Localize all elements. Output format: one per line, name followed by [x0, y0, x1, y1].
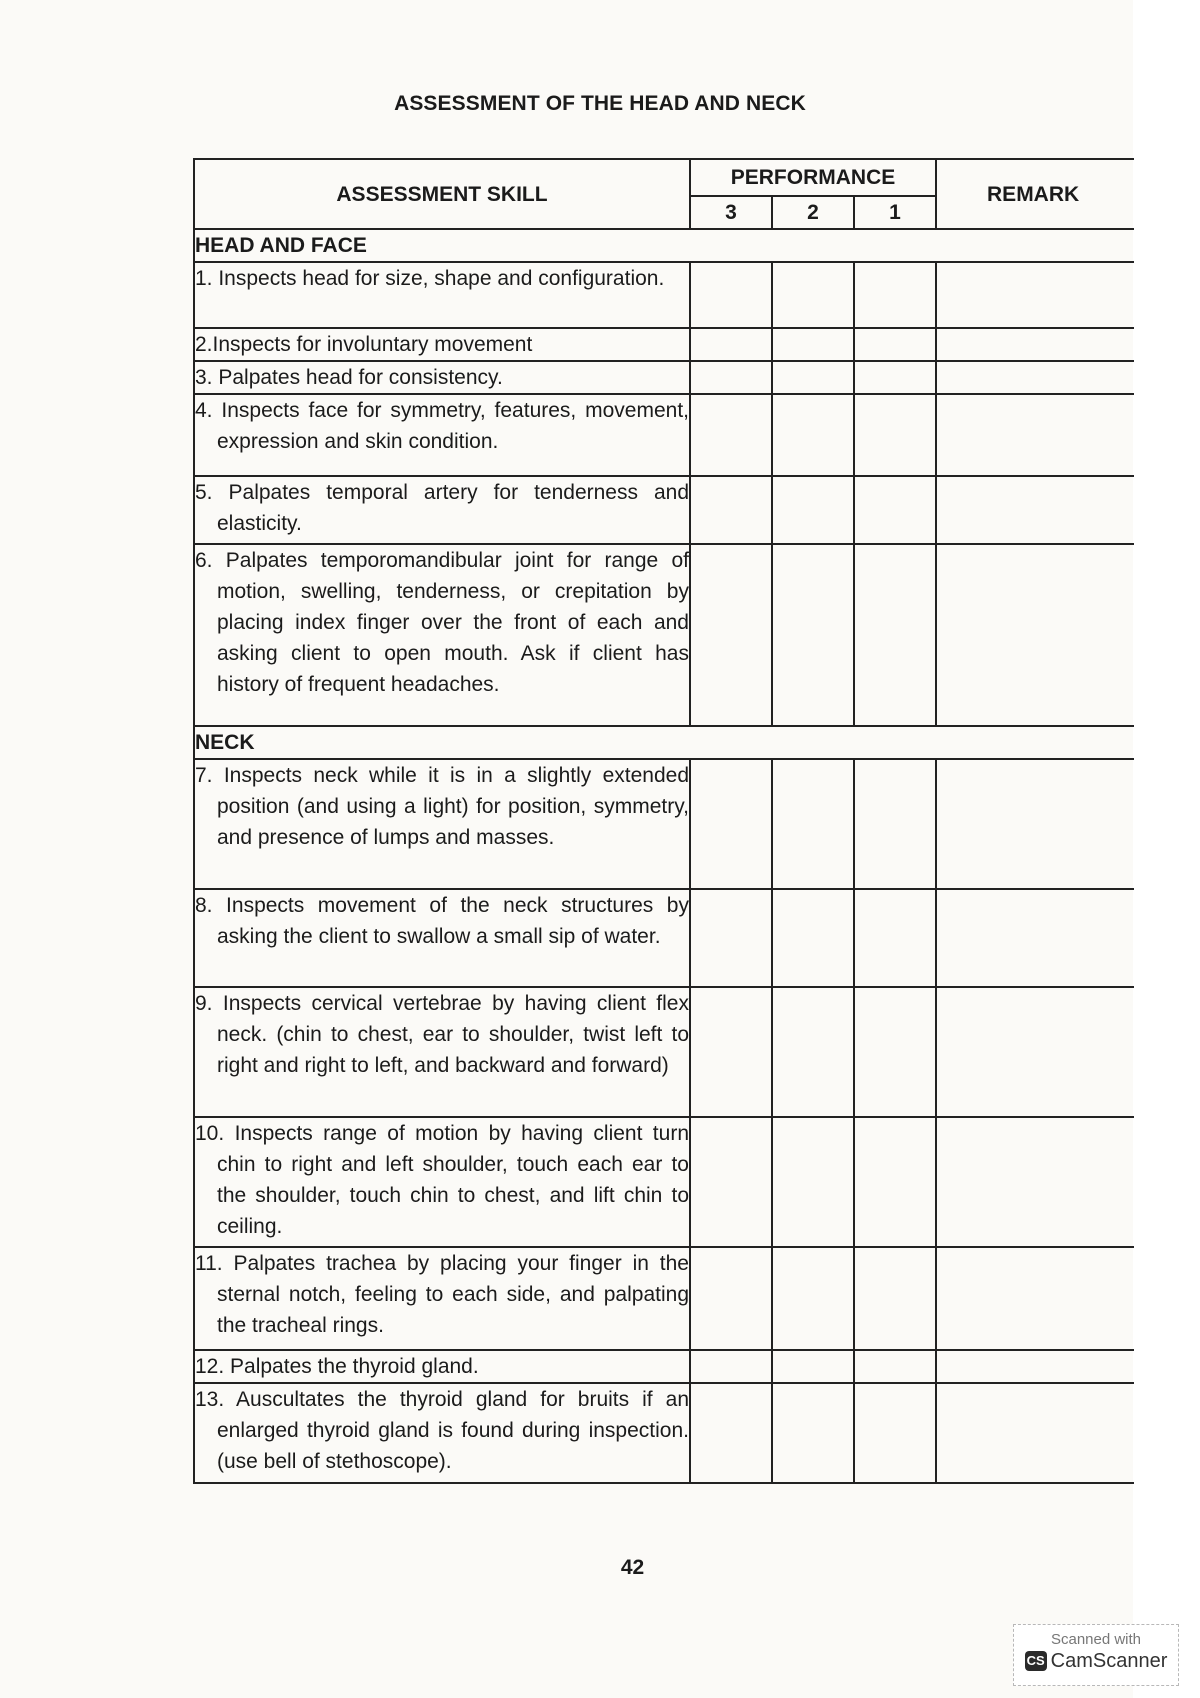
score-2-cell[interactable] — [772, 1247, 854, 1350]
score-2-cell[interactable] — [772, 1117, 854, 1247]
score-3-cell[interactable] — [690, 394, 772, 476]
score-3-cell[interactable] — [690, 328, 772, 361]
skill-item: 7. Inspects neck while it is in a slightly extended position (and using a light) for position, symmetry, and presence of lumps and masses. — [194, 759, 690, 889]
score-2-cell[interactable] — [772, 544, 854, 726]
score-2-cell[interactable] — [772, 262, 854, 328]
header-score-1: 1 — [854, 196, 936, 229]
skill-item: 2.Inspects for involuntary movement — [194, 328, 690, 361]
score-3-cell[interactable] — [690, 987, 772, 1117]
score-3-cell[interactable] — [690, 1117, 772, 1247]
score-3-cell[interactable] — [690, 889, 772, 987]
score-3-cell[interactable] — [690, 759, 772, 889]
score-1-cell[interactable] — [854, 987, 936, 1117]
remarks-cell[interactable] — [936, 361, 1134, 394]
score-1-cell[interactable] — [854, 759, 936, 889]
skill-item: 12. Palpates the thyroid gland. — [194, 1350, 690, 1383]
skill-item: 9. Inspects cervical vertebrae by having client flex neck. (chin to chest, ear to shoulder, twist left to right and right to left, and backward and forward) — [194, 987, 690, 1117]
score-3-cell[interactable] — [690, 1247, 772, 1350]
camscanner-logo-icon: CS — [1025, 1651, 1047, 1671]
score-2-cell[interactable] — [772, 1383, 854, 1483]
header-remarks: REMARK — [936, 159, 1134, 229]
section-heading-neck: NECK — [194, 726, 1134, 759]
section-heading-head-and-face: HEAD AND FACE — [194, 229, 1134, 262]
scanned-with-label: Scanned with — [1050, 1631, 1142, 1648]
skill-item: 8. Inspects movement of the neck structures by asking the client to swallow a small sip of water. — [194, 889, 690, 987]
remarks-cell[interactable] — [936, 262, 1134, 328]
score-1-cell[interactable] — [854, 1117, 936, 1247]
header-score-2: 2 — [772, 196, 854, 229]
score-1-cell[interactable] — [854, 1350, 936, 1383]
skill-item: 5. Palpates temporal artery for tenderness and elasticity. — [194, 476, 690, 544]
score-2-cell[interactable] — [772, 987, 854, 1117]
remarks-cell[interactable] — [936, 1383, 1134, 1483]
score-1-cell[interactable] — [854, 544, 936, 726]
score-2-cell[interactable] — [772, 476, 854, 544]
score-1-cell[interactable] — [854, 476, 936, 544]
score-1-cell[interactable] — [854, 394, 936, 476]
skill-item: 13. Auscultates the thyroid gland for bruits if an enlarged thyroid gland is found during inspection. (use bell of stethoscope). — [194, 1383, 690, 1483]
score-1-cell[interactable] — [854, 328, 936, 361]
remarks-cell[interactable] — [936, 544, 1134, 726]
header-performance: PERFORMANCE — [690, 159, 936, 196]
remarks-cell[interactable] — [936, 328, 1134, 361]
page-number: 42 — [620, 1556, 645, 1579]
score-1-cell[interactable] — [854, 1383, 936, 1483]
remarks-cell[interactable] — [936, 1350, 1134, 1383]
score-1-cell[interactable] — [854, 361, 936, 394]
score-2-cell[interactable] — [772, 1350, 854, 1383]
assessment-table — [193, 158, 1134, 1484]
camscanner-watermark — [1013, 1624, 1179, 1686]
remarks-cell[interactable] — [936, 1117, 1134, 1247]
score-3-cell[interactable] — [690, 1350, 772, 1383]
score-3-cell[interactable] — [690, 262, 772, 328]
score-1-cell[interactable] — [854, 1247, 936, 1350]
page-title: ASSESSMENT OF THE HEAD AND NECK — [394, 92, 806, 115]
remarks-cell[interactable] — [936, 987, 1134, 1117]
skill-item: 1. Inspects head for size, shape and configuration. — [194, 262, 690, 328]
header-assessment-skill: ASSESSMENT SKILL — [194, 159, 690, 229]
score-2-cell[interactable] — [772, 889, 854, 987]
skill-item: 3. Palpates head for consistency. — [194, 361, 690, 394]
remarks-cell[interactable] — [936, 1247, 1134, 1350]
remarks-cell[interactable] — [936, 759, 1134, 889]
skill-item: 4. Inspects face for symmetry, features, movement, expression and skin condition. — [194, 394, 690, 476]
score-2-cell[interactable] — [772, 361, 854, 394]
score-1-cell[interactable] — [854, 262, 936, 328]
score-2-cell[interactable] — [772, 759, 854, 889]
score-3-cell[interactable] — [690, 361, 772, 394]
header-score-3: 3 — [690, 196, 772, 229]
skill-item: 10. Inspects range of motion by having client turn chin to right and left shoulder, touch each ear to the shoulder, touch chin to chest, and lift chin to ceiling. — [194, 1117, 690, 1247]
score-3-cell[interactable] — [690, 476, 772, 544]
skill-item: 6. Palpates temporomandibular joint for range of motion, swelling, tenderness, or crepitation by placing index finger over the front of each and asking client to open mouth. Ask if client has history of frequent headaches. — [194, 544, 690, 726]
remarks-cell[interactable] — [936, 889, 1134, 987]
score-3-cell[interactable] — [690, 1383, 772, 1483]
remarks-cell[interactable] — [936, 476, 1134, 544]
camscanner-name: CamScanner — [1050, 1650, 1168, 1672]
score-2-cell[interactable] — [772, 328, 854, 361]
camscanner-brand — [1014, 1650, 1178, 1673]
score-3-cell[interactable] — [690, 544, 772, 726]
score-2-cell[interactable] — [772, 394, 854, 476]
remarks-cell[interactable] — [936, 394, 1134, 476]
skill-item: 11. Palpates trachea by placing your finger in the sternal notch, feeling to each side, and palpating the tracheal rings. — [194, 1247, 690, 1350]
page-margin — [1133, 0, 1200, 1698]
score-1-cell[interactable] — [854, 889, 936, 987]
